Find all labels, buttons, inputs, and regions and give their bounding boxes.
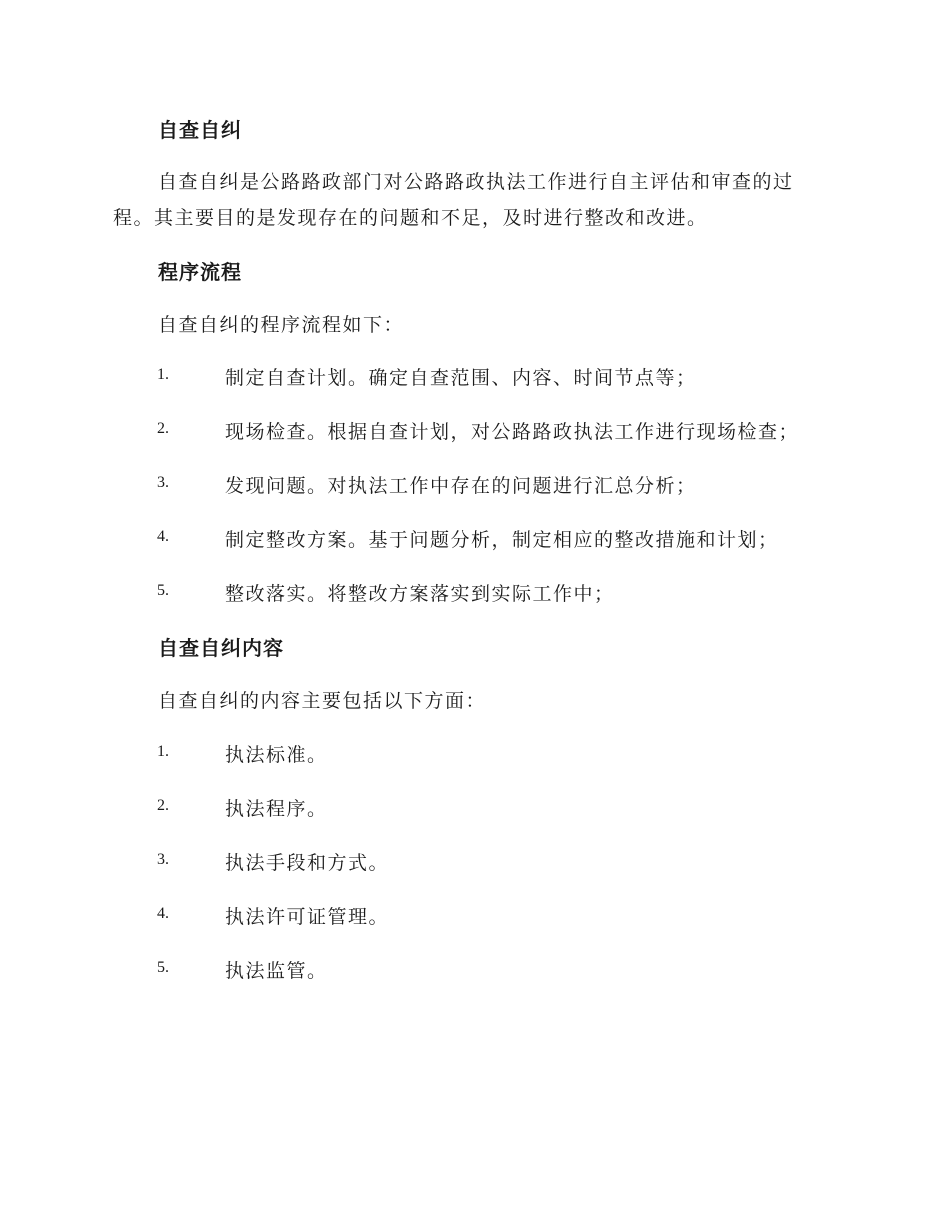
section-heading-procedure: 程序流程 — [158, 260, 242, 284]
list-item: 制定整改方案。基于问题分析，制定相应的整改措施和计划； — [225, 529, 779, 551]
list-item-number: 3. — [157, 851, 169, 868]
list-item-number: 2. — [157, 797, 169, 814]
list-item: 执法标准。 — [225, 744, 328, 766]
list-item-number: 5. — [157, 959, 169, 976]
list-item-number: 1. — [157, 743, 169, 760]
section-intro: 自查自纠的程序流程如下： — [158, 314, 405, 336]
list-item: 制定自查计划。确定自查范围、内容、时间节点等； — [225, 367, 697, 389]
list-item-number: 4. — [157, 528, 169, 545]
list-item: 执法手段和方式。 — [225, 852, 390, 874]
list-item: 整改落实。将整改方案落实到实际工作中； — [225, 583, 615, 605]
list-item-number: 5. — [157, 582, 169, 599]
list-item-number: 1. — [157, 366, 169, 383]
list-item-number: 4. — [157, 905, 169, 922]
list-item: 执法许可证管理。 — [225, 906, 390, 928]
section-heading-self-inspection: 自查自纠 — [158, 118, 242, 142]
list-item-number: 2. — [157, 420, 169, 437]
paragraph-line: 程。其主要目的是发现存在的问题和不足，及时进行整改和改进。 — [113, 207, 708, 229]
list-item-number: 3. — [157, 474, 169, 491]
paragraph-line: 自查自纠是公路路政部门对公路路政执法工作进行自主评估和审查的过 — [158, 171, 794, 193]
list-item: 现场检查。根据自查计划，对公路路政执法工作进行现场检查； — [225, 421, 800, 443]
section-intro: 自查自纠的内容主要包括以下方面： — [158, 690, 487, 712]
list-item: 发现问题。对执法工作中存在的问题进行汇总分析； — [225, 475, 697, 497]
list-item: 执法程序。 — [225, 798, 328, 820]
section-heading-content: 自查自纠内容 — [158, 636, 284, 660]
list-item: 执法监管。 — [225, 960, 328, 982]
